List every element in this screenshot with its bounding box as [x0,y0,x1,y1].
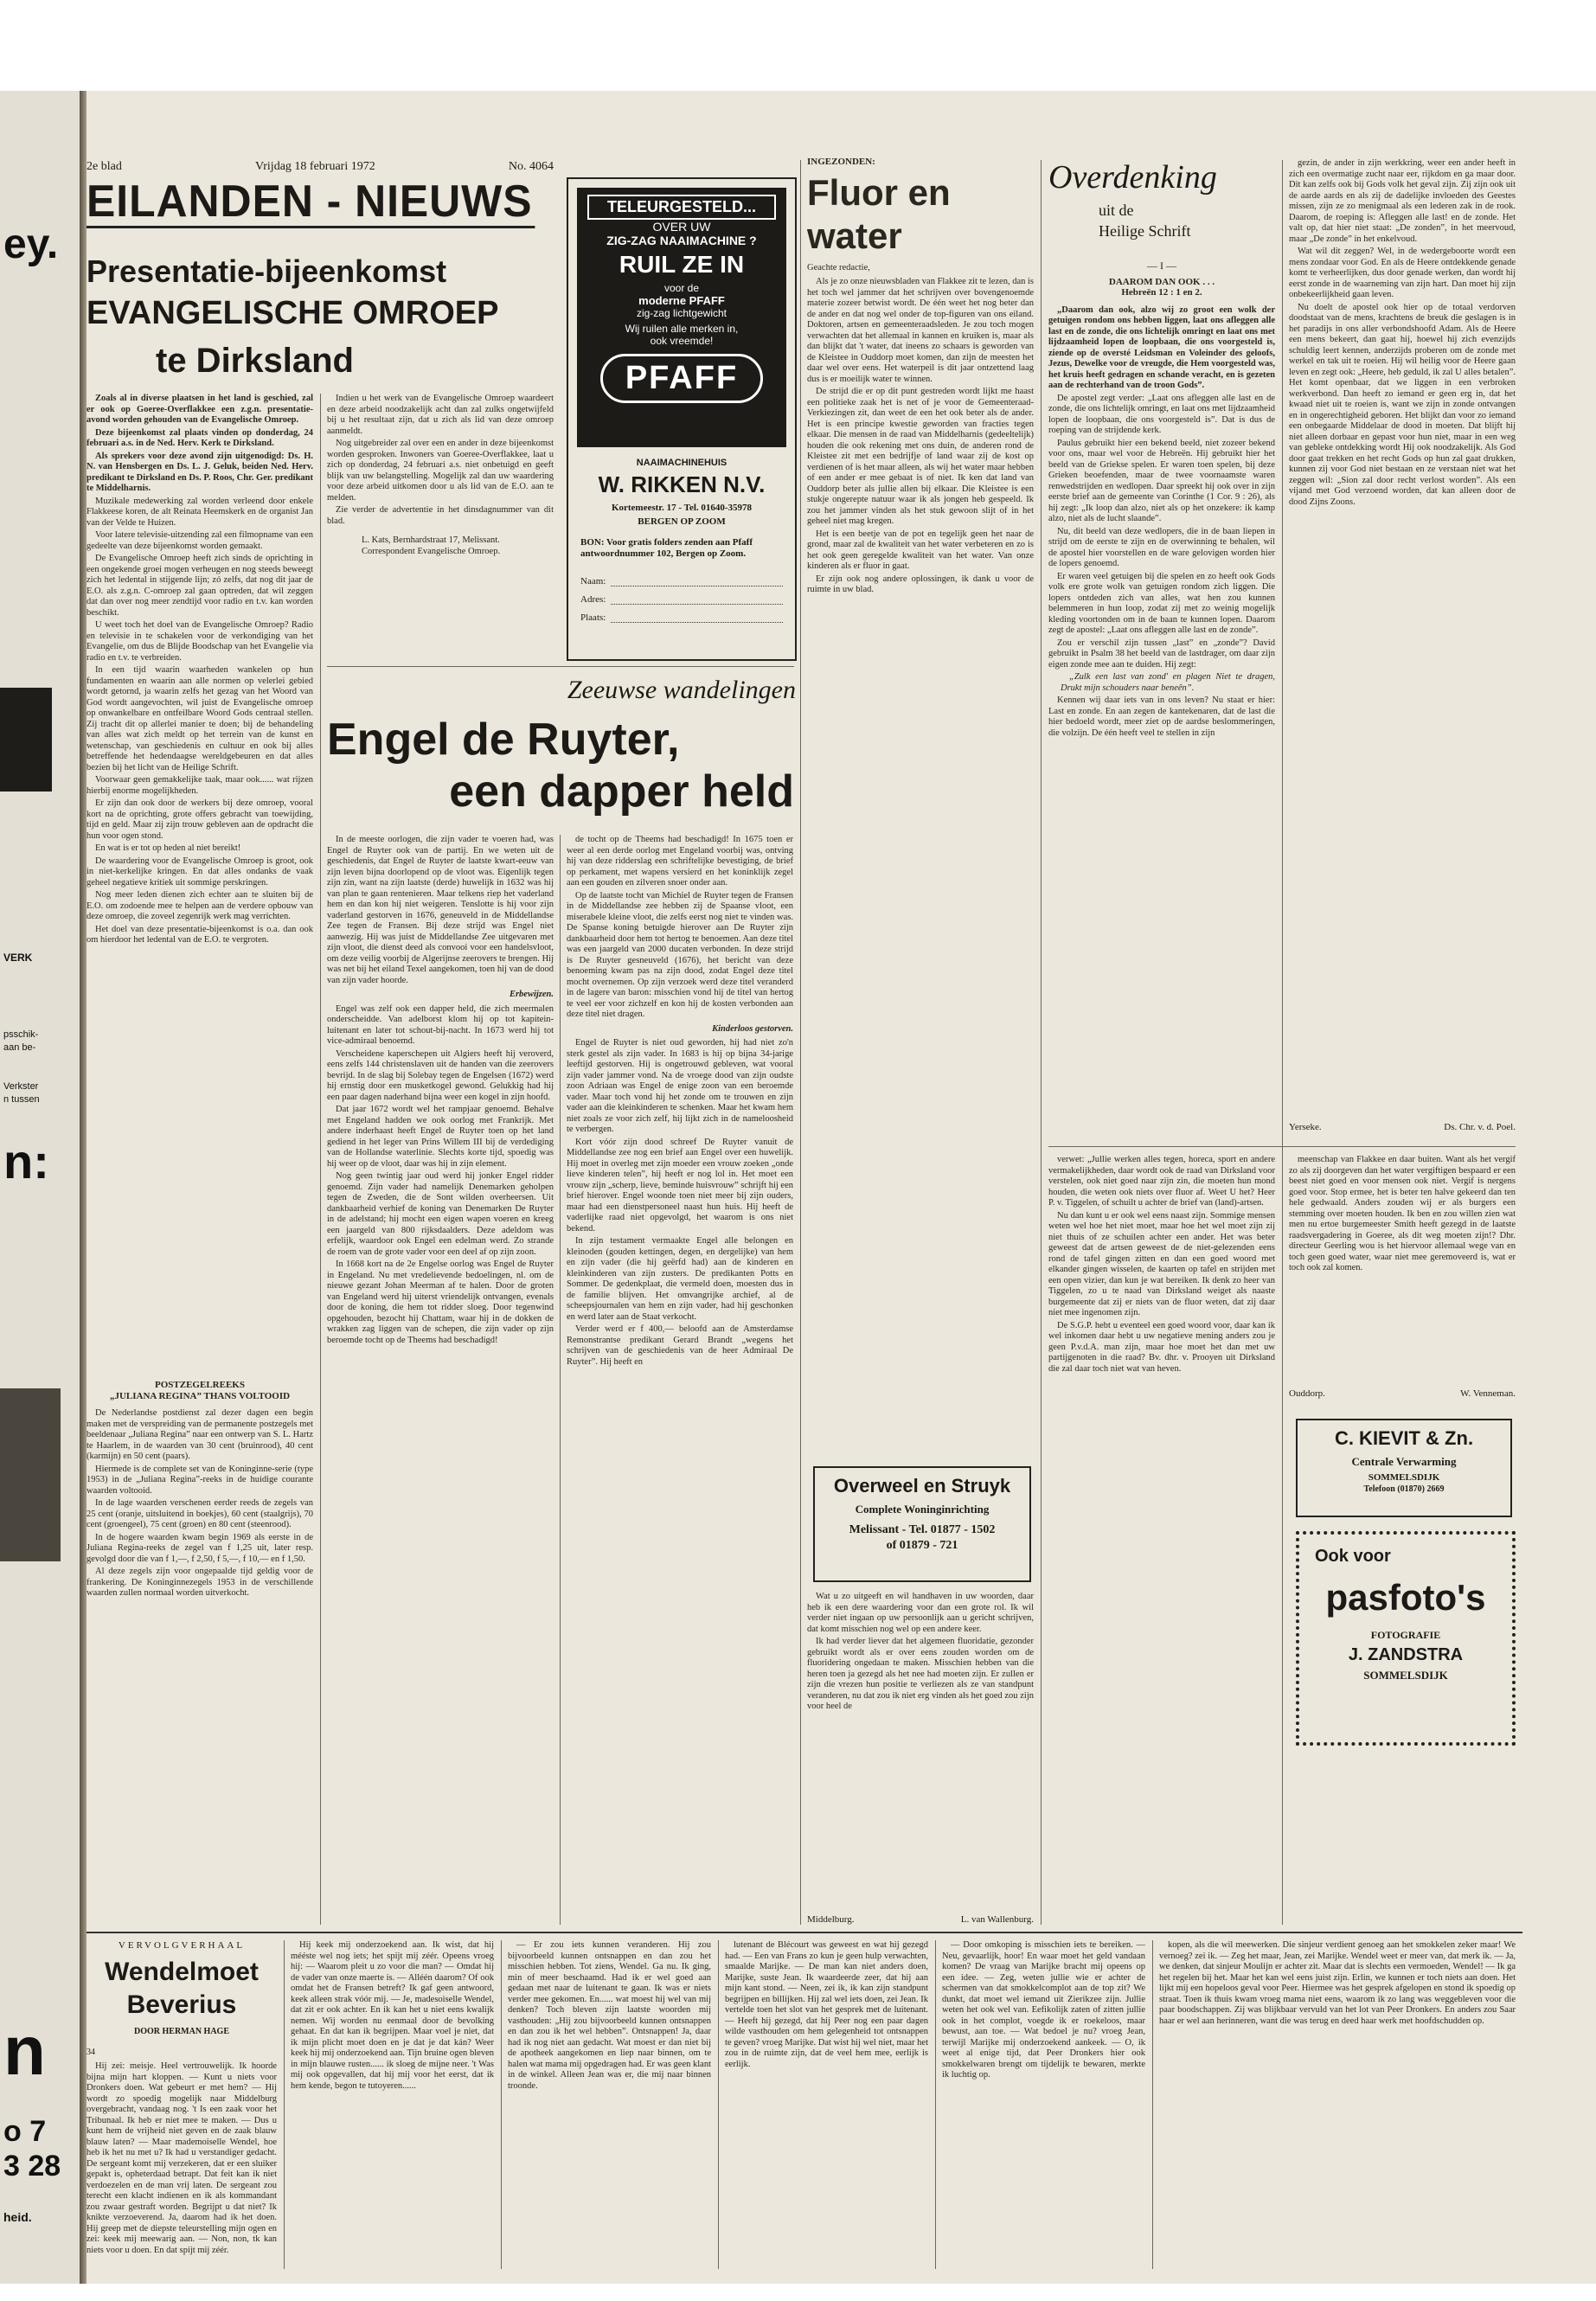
paragraph: Op de laatste tocht van Michiel de Ruyter tegen de Fransen in de Middellandse zee hebben zij de Spaanse vloot, een miserabele kleine vloot, die zelfs eerst nog niet te vinden was. De Spanse koning betuigde hierover aan De Ruyter zijn dankbaarheid door hem tot hertog te benoemen. Aan deze titel was een jaargeld van 2000 ducaten verbonden. In deze strijd is De Ruyter gesneuveld (1676), het bericht van deze benoeming kwam pas na zijn dood, zodat Engel deze titel mocht overnemen. Op zijn verzoek werd deze titel veranderd in de lagere van baron: misschien vond hij de titel van hertog te veel eer voor zichzelf en kon hij de kosten verbonden aan deze titel niet dragen. [567,890,793,1019]
paragraph: In de hogere waarden kwam begin 1969 als eerste in de Juliana Regina-reeks de zegel van f 1,25 uit, later resp. gevolgd door die van f 1,—, f 2,50, f 5,—, f 10,— en f 1,50. [87,1532,313,1564]
feuilleton-title-1: Wendelmoet [105,1958,259,1986]
paragraph: En wat is er tot op heden al niet bereikt! [95,843,241,853]
coupon-place-field [580,612,783,623]
column-rule [935,1940,936,2269]
column-rule [560,835,561,1925]
paragraph: Nu, dit beeld van deze wedlopers, die in de baan liepen in strijd om de eerste te zijn en de overwinning te behalen, wil de apostel hier voorstellen en de ware gelovigen worden hier de lopers genoemd. [1048,526,1275,568]
signature-author: Ds. Chr. v. d. Poel. [1444,1122,1516,1132]
paragraph: Zie verder de advertentie in het dinsdagnummer van dit blad. [327,505,554,526]
overdenking-continued [1289,158,1516,1110]
paragraph: Verder werd er f 400,— beloofd aan de Amsterdamse Remonstrantse predikant Gerard Brandt „wegens het schrijven van de geschiedenis van de heer Admiraal De Ruyter”. Hij heeft en [567,1324,793,1367]
presentatie-column-1 [87,394,313,1367]
overdenking-schrift: Heilige Schrift [1099,222,1191,240]
left-small-line: psschik- [3,1029,39,1040]
overdenking-uit: uit de [1099,202,1134,219]
paragraph: Kort vóór zijn dood schreef De Ruyter vanuit de Middellandse zee nog een brief aan Engel over een huwelijk. Hij moet in overleg met zijn moeder een vrouw zoeken „onde lieve kinderen telen”, hij heeft er nog lol in. Het moet een vrouw zijn „scherp, lieve, beminde huisvrouw” schrijft hij een brief hierover. Engel woonde toen niet meer bij zijn ouders, maar had een dienstpersoneel naast hun huis. Hij heeft de vaderlijke raad niet opgevolgd, het waarom is ons niet bekend. [567,1137,793,1234]
pfaff-ad-line: ook vreemde! [650,335,714,347]
paragraph: Wat wil dit zeggen? Wel, in de wedergeboorte wordt een mens zondaar voor God. En als de Heere ontdekkende genade komt te verheerlijken, dus door genade werken, dan wordt hij eerst zonde in de waarneming van zijn hart. Dan moet hij zijn onbekeerlijkheid gaan leven. [1289,247,1516,299]
signature-place: Middelburg. [807,1914,855,1925]
overweel-name: Overweel en Struyk [833,1475,1011,1497]
paragraph: Engel was zelf ook een dapper held, die zich meermalen onderscheidde. Van adelborst klom hij op tot kapitein-luitenant en later tot schout-bij-nacht. In 1673 werd hij tot vice-admiraal benoemd. [327,1003,554,1046]
feuilleton-number: 34 [87,2048,95,2057]
paragraph: Hiermede is de complete set van de Koninginne-serie (type 1953) in de „Juliana Regina”-reeks in de huidige courante waarden voltooid. [87,1464,313,1496]
paragraph: Deze bijeenkomst zal plaats vinden op donderdag, 24 februari a.s. in de Ned. Herv. Kerk te Dirksland. [87,427,313,448]
paragraph: In 1668 kort na de 2e Engelse oorlog was Engel de Ruyter in Engeland. Nu met vredelievende bedoelingen, nl. om de nieuwe gezant Johan Meerman af te halen. Door de groten van Engeland werd hij uiterst vriendelijk ontvangen, evenals door de koning, die hem tot ridder sloeg. Door tegenwind opgehouden, bezocht hij Chattam, waar hij in de dokken de wrakken zag liggen van de schepen, die zijn vader op zijn beroemde tocht op de Theems had beschadigd! [327,1259,554,1345]
paragraph: Indien u het werk van de Evangelische Omroep waardeert en deze arbeid noodzakelijk acht dan zal zulks ongetwijfeld bij u het resultaat zijn, dat u zich als lid van deze omroep aanmeldt. [327,394,554,436]
paragraph: Al deze zegels zijn voor ongepaalde tijd geldig voor de frankering. De Koninginnezegels 1953 in de verschillende waarden zullen normaal worden uitverkocht. [87,1567,313,1598]
signature-author: L. van Wallenburg. [960,1914,1034,1925]
fluor-continued [807,1592,1034,1903]
paragraph: De Evangelische Omroep heeft zich sinds de oprichting in een ongekende groei mogen verheugen en nog steeds beweegt zich het ledental in stijgende lijn; zó zelfs, dat nog dit jaar de E.O. als z.g.n. C-omroep zal gaan optreden, dat wil zeggen dat dan over nog meer zendtijd voor radio en t.v. kan worden beschikt. [87,554,313,618]
overweel-advertisement [813,1466,1031,1582]
paragraph: De Nederlandse postdienst zal dezer dagen een begin maken met de verspreiding van de permanente postzegels met beeldenaar „Juliana Regina” naar een ontwerp van S. L. Hartz te Haarlem, in de waarden van 30 cent (bruinrood), 40 cent (karmijn) en 50 cent (paars). [87,1408,313,1461]
paragraph: Paulus gebruikt hier een bekend beeld, niet zozeer bekend voor ons, maar wel voor de Hebreën. Hij gebruikt hier het beeld van de Griekse spelen. Er waren toen spelen, bij deze Grieken beoefenden, maar de twee voornaamste waren renwedstrijden en wedlopen. Daar spreekt hij ook over in zijn eerste brief aan de gemeente van Corinthe (1 Cor. 9 : 26), als hij zegt: „Ik loop dan alzo, niet als op het onzekere: ik kamp alzo, niet als de lucht slaande”. [1048,438,1275,523]
presentatie-column-2 [327,394,554,653]
scanned-page [0,91,1596,2284]
pfaff-ad-line: TELEURGESTELD... [587,195,776,220]
paragraph: Dat jaar 1672 wordt wel het rampjaar genoemd. Behalve met Engeland hadden we ook oorlog met Frankrijk. Met andere inderhaast heeft Engel de Ruyter toen op het land gediend in het leger van Prins Willem III bij de verdediging van de Hollandse waterlinie. Slechts korte tijd, spoedig was hij weer op de vloot, daar was hij in zijn element. [327,1105,554,1169]
signature-line: Correspondent Evangelische Omroep. [362,546,501,556]
paragraph: De strijd die er op dit punt gestreden wordt lijkt me haast een politieke zaak het is net of je voor de Gemeenteraad-Verkiezingen zit, dan weet de een het ook beter als de ander. Het is een principe kwestie geworden van fracties tegen elkaar. Die mensen in de raad van Middelharnis (gedeeltelijk) houden die ook rekening met ons duin, de anderen rond de Kleistee zit met een bedrijfje of land waar zij de kost op verdienen of is het maar alleen, als wij het water maar hebben of een ander er mee gebaat is of niet. Ik ken dat land van Ouddorp beter als jullie allen bij elkaar. Die Kleistee is een stukje ongerepte natuur waar ik als jongen heb gespeeld. Ik zou het jammer vinden als het stuk gewoon slijt of in het geheel niet mag kregen. [807,387,1034,526]
paragraph: Het is een beetje van de pot en tegelijk geen het naar de grond, maar zal de kwaliteit van het water verbeteren en zo is het ook geen geregelde kwaliteit van het water. Van onze kinderen als er fluor in gaat. [807,529,1034,571]
left-photo-block [0,1388,61,1561]
issue-number: No. 4064 [508,160,554,173]
left-black-block [0,688,52,792]
paragraph: Zou er verschil zijn tussen „last” en „zonde”? David gebruikt in Psalm 38 het beeld van de lastdrager, om daar zijn eigen zonde mee aan te duiden. Hij zegt: [1048,638,1275,670]
left-fragment: heid. [3,2210,32,2224]
kievit-name: C. KIEVIT & Zn. [1334,1427,1474,1449]
paragraph: Kennen wij daar iets van in ons leven? Nu staat er hier: Last en zonde. En aan zegen de kantekenaren, dat de last die hier bedoeld wordt, meer ziet op de aardse beslommeringen, die volzijn. De één heeft veel te stellen in zijn [1048,695,1275,738]
feuilleton-author: DOOR HERMAN HAGE [134,2027,229,2036]
wandelingen-column-2 [567,835,793,1925]
paragraph: Er zijn dan ook door de werkers bij deze omroep, vooral kort na de oprichting, grote offers gebracht van toewijding, tijd en geld. Maar zij zijn trouw gebleven aan de opdracht die hun voor ogen stond. [87,798,313,841]
pfaff-logo: PFAFF [600,354,763,403]
pfaff-coupon: BON: Voor gratis folders zenden aan Pfaff antwoordnummer 102, Bergen op Zoom. [580,537,753,559]
paragraph: In zijn testament vermaakte Engel alle belongen en kleinoden (gouden kettingen, degen, en dergelijke) van hem en zijn vader (die hij geërfd had) aan de kinderen en kleinkinderen van zijn zusters. De predikanten Potts en Sommer. De gedenkplaat, die vermeld doen, moesten dus in de familie blijven. Het omvangrijke archief, al de scheepsjournalen van hem en zijn vader, had hij geschonken en werd later aan de Staat verkocht. [567,1236,793,1322]
kievit-advertisement [1296,1419,1512,1517]
shop-city: BERGEN OP ZOOM [638,516,726,527]
paragraph: Nog meer leden dienen zich echter aan te sluiten bij de E.O. om zodoende mee te helpen aan de verdere opbouw van deze omroep, die zoveel zegenrijk werk mag verrichten. [87,890,313,921]
paragraph: Muzikale medewerking zal worden verleend door enkele Flakkeese koren, de alt Reinata Heemskerk en de organist Jan van der Velde te Huizen. [87,496,313,528]
feuilleton-column-3 [508,1940,711,2262]
signature-place: Ouddorp. [1289,1388,1325,1399]
fluor-article [807,157,1034,1454]
left-fragment: n [3,2012,46,2089]
signature-author: W. Venneman. [1460,1388,1516,1399]
paragraph: De apostel zegt verder: „Laat ons afleggen alle last en de zonde, die ons lichtelijk omringt, en laat ons met lijdzaamheid lopen de loopbaan, die ons voorgesteld is”. Dat is dus de roeping van de strijdende kerk. [1048,393,1275,435]
column-rule [800,160,801,1925]
field-label: Adres: [580,594,606,605]
feuilleton-title-2: Beverius [126,1990,237,2019]
paragraph: In de lage waarden verschenen eerder reeds de zegels van 25 cent (oranje, uitsluitend in boekjes), 60 cent (staalgrijs), 70 cent (groengeel), 75 cent (groen) en 80 cent (steenrood). [87,1498,313,1529]
masthead-title: EILANDEN - NIEUWS [87,177,535,228]
paragraph: „Zulk een last van zond' en plagen Niet te dragen, Drukt mijn schouders naar beneên”. [1061,672,1275,693]
paragraph: Nog geen twintig jaar oud werd hij jonker Engel ridder genoemd. Zijn vader had namelijk Denemarken geholpen tegen de Zweden, die de Sont wilden overheersen. Uit dankbaarheid verhief de koning van Denemarken De Ruyter in de adelstand; hij mocht een eigen wapen voeren en kreeg een jaargeld van 800 rijksdaalders. Deze adeldom was erfelijk, waardoor ook Engel een edelman werd. Zo strande de roem van de grote vader voor een deel af op zijn zoon. [327,1171,554,1257]
feuilleton-column-6 [1159,1940,1516,2262]
pfaff-ad-line: voor de [663,282,700,294]
wandelingen-headline-1: Engel de Ruyter, [327,715,680,765]
page-gutter [80,91,87,2284]
pasfoto-city: SOMMELSDIJK [1363,1669,1448,1682]
paragraph: Hij zei: meisje. Heel vertrouwelijk. Ik hoorde bijna mijn hart kloppen. — Kunt u niets voor Dronkers doen. Wat gebeurt er met hem? — Hij wordt zo spoedig mogelijk naar Middelburg overgebracht, vandaag nog. 't Is een zaak voor het Tribunaal. Ik heb er niet mee te maken. — Dus u kunt hem de vrijheid niet geven en de zaak blauw blauw laten? — Maar mademoiselle Wendel, hoe heb ik het nu met u? Ik had u verstandiger gedacht. De sergeant komt mij verzekeren, dat er een sluiker gepakt is, opheterdaad betrapt. Dat feit kan ik niet verdoezelen en de man vrij laten. De sergeant zou terecht een klacht indienen en ik als kommandant zou zwaar gestraft worden. Begrijpt u dat niet? Ik knikte verzoeverend. Ja, daarom had ik het doen. Hij greep met de diepste teleurstelling mijn ogen en zei: keek mij meewarig aan. — Non, non, tk kan niets voor u doen. En dat spijt mij zéér. [87,2061,277,2255]
venneman-letter [1289,1155,1516,1380]
presentatie-headline-1: Presentatie-bijeenkomst [87,253,447,289]
presentatie-signature [327,535,554,557]
pfaff-ad-banner [577,188,786,447]
paragraph: De S.G.P. hebt u eventeel een goed woord voor, daar kan ik wel inkomen daar hebt u uw negatieve mening anders zou je geen P.v.d.A. man zijn, maar hoe moet het dan met uw partijgenoten in die raad? Bv. dhr. v. Prooyen uit Dirksland die zal daar toch niet wat van heven. [1048,1320,1275,1374]
left-fragment: ey. [3,221,59,267]
column-rule [501,1940,502,2269]
paragraph: Als sprekers voor deze avond zijn uitgenodigd: Ds. H. N. van Hensbergen en Ds. L. J. Geluk, beiden Ned. Herv. predikant te Dirksland en Ds. P. Roos, Chr. Ger. predikant te Middelharnis. [87,451,313,493]
paragraph: „Daarom dan ook, alzo wij zo groot een wolk der getuigen rondom ons hebben liggen, laat ons afleggen alle last en de zonde, die ons lichtelijk omringt en laat ons met lijdzaamheid lopen de loopbaan, die ons voorgesteld is, ziende op de oversté Leidsman en Voleinder des geloofs, Jezus, Dewelke voor de vreugde, die Hem voorgesteld was, het kruis heeft gedragen en schande veracht, en is gezeten aan de rechterhand van de troon Gods”. [1048,304,1275,390]
shop-address: Kortemeestr. 17 - Tel. 01640-35978 [611,503,753,513]
wandelingen-column-1 [327,835,554,1925]
previous-page-edge [0,91,83,2284]
feuilleton-column-4 [725,1940,928,2262]
pasfoto-ook: Ook voor [1315,1547,1391,1566]
feuilleton-column-5 [942,1940,1145,2262]
overweel-sub: Complete Woninginrichting [855,1503,990,1516]
paragraph: Nu doelt de apostel ook hier op de totaal verdorven doodstaat van de mens, krachtens de breuk die geslagen is in het paradijs in ons aller verbondshoofd Adam. Als de Heere een mens bekeert, dan gaat hij, hoewel hij zich evenzijds schuldig leert kennen, anderzijds proberen om de zonde met werkel en tak uit te roeien. Hij wil heilig voor de Heere gaan leven en zegt ook: „Heere, heb geduld, ik zal U alles betalen”. Het komt openbaar, dat we liggen in een verbroken werkverbond. Dan heeft zo iemand er geen erg in, dat het kwaad niet uit te roeien is, want we zijn in zonde ontvangen en in ongerechtigheid geboren. Het blijkt dan voor zo iemand een onbegaarde Middelaar de dood in moeten. Dat blijft hij niet alleen dorbaar en gepast voor hun niet, maar in een weg van gebleke ontdekking wordt Hij ook noodzakelijk. Als God door gaat trekken en het recht Gods op hun zal gaat drukken, kunnen zij voor God niet bestaan en ze verstaan niet wat het zeggen wil: „Sion zal door recht verlost worden”. Als een vijand met God verzoend worden, dat kan alleen door de dood Zijns Zoons. [1289,302,1516,507]
issue-date: Vrijdag 18 februari 1972 [254,160,375,173]
feuilleton-rule [87,1932,1522,1933]
postzegels-title: POSTZEGELREEKS [155,1380,245,1390]
paragraph: Zoals al in diverse plaatsen in het land is geschied, zal er ook op Goeree-Overflakkee een z.g.n. presentatie-avond worden gehouden van de Evangelische Omroep. [87,394,313,425]
paragraph: U weet toch het doel van de Evangelische Omroep? Radio en televisie in te schakelen voor de verkondiging van het Evangelie, om dus de Blijde Boodschap van het Evangelie via radio en t.v. te verbreiden. [87,620,313,663]
feuilleton-column-1 [87,2061,277,2260]
pfaff-ad-line: Wij ruilen alle merken in, [625,323,739,335]
left-fragment: n: [3,1134,49,1189]
paragraph: Hij keek mij onderzoekend aan. Ik wist, dat hij mééste wel nog iets; het spijt mij zéér. Opeens vroeg hij: — Waarom pleit u zo voor die man? — Omdat hij de vader van onze maerte is. — Alléén daarom? Of ook omdat het de Fransen betreft? Ik gaf geen antwoord, keek alleen strak vóór mij. — Je, madesoiselle Wendel, dat zit er ook achter. En ik kan het u niet eens kwalijk nemen. Wij worden nu eenmaal door de bevolking gehaat. En dat kan ik begrijpen. Maar voel je niet, dat ik mijn plicht moet doen en je dat je dat kán? Weer keek hij mij onderzoekend aan. Tijn bruine ogen bleven in mijn blauwe rusten...... ik sloeg de mijne neer. 't Was mij ook opgevallen, dat hij mij voor het eerst, dat ik hem kende, begon te tutoyeren...... [291,1940,494,2091]
coupon-address-field [580,594,783,605]
column-rule [320,394,321,1925]
field-label: Naam: [580,576,606,586]
postzegels-subtitle: „JULIANA REGINA” THANS VOLTOOID [109,1390,291,1401]
overdenking-title: Overdenking [1048,159,1217,195]
subheading: Erbewijzen. [509,990,554,999]
paragraph: lutenant de Blécourt was geweest en wat hij gezegd had. — Een van Frans zo kun je geen hulp verwachten, smaalde Marijke. — De man kan niet anders doen, Marijke, suste Jean. Ik waardeerde zeer, dat hij aan mijn kant stond. — Neen, zei ik, ik kan zijn standpunt begrijpen en billijken. Hij zal wel iets doen, zei Jean. Ik vertelde toen het slot van het gesprek met de luitenant. — Heeft hij gezegd, dat hij Peer nog een paar dagen wilde vasthouden om hem gelegenheid tot ontsnappen te geven? vroeg Marijke. Dat wist hij wel niet, maar het zou in de ruimte zijn, dat de veel hem mee, eerlijk is eerlijk. [725,1940,928,2069]
pasfoto-cat: FOTOGRAFIE [1370,1629,1441,1641]
paragraph: de tocht op de Theems had beschadigd! In 1675 toen er weer al een derde oorlog met Engeland voorbij was, ontving hij van deze ridderslag een schriftelijke bevestiging, de brief op perkament, met wapens versierd en het koninklijk zegel aan een gouden en zilveren snoer onder aan. [567,835,793,888]
paragraph: Wat u zo uitgeeft en wil handhaven in uw woorden, daar heb ik een dere waardering voor dan een grote rol. Ik wil verder niet ingaan op uw persoonlijk aan u gericht schrijven, dat komt misschien nog wel op een andere keer. [807,1592,1034,1634]
shop-label: NAAIMACHINEHUIS [636,458,727,468]
column-rule [1152,1940,1153,2269]
overdenking-signature [1289,1122,1516,1132]
fluor-reply-column [1048,1155,1275,1916]
paragraph: kopen, als die wil meewerken. Die sinjeur verdient genoeg aan het smokkelen zeker maar! We vernoeg? zei ik. — Zeg het maar, Jean, zei Marijke. Wendel weet er meer van, dat merk ik. — Ja, we denken, dat sinjeur Moulijn er achter zit. Maar dat is slechts een vermoeden, Wendel! — Ik ga het regelen bij het. Maar het kan wel eens juist zijn. Erlin, we kunnen er toch niets aan doen. Het lijkt mij een hopeloos geval voor Peer. Hiermee was het gesprek afgelopen en stond ik spoedig op straat. Toen ik thuis kwam vroeg mama niet eens, waarom ik zo lang was weggebleven voor die paar boodschappen. Zij was blijkbaar vervuld van het lot van Peer Dronkers. En anders zou Saar haar er wel aan herinneren, want die was terug en deed haar werk met hoofdschudden op. [1159,1940,1516,2026]
paragraph: Voorwaar geen gemakkelijke taak, maar ook...... wat rijzen hierbij enorme mogelijkheden. [87,775,313,796]
paragraph: Ik had verder liever dat het algemeen fluoridatie, gezonder gebruikt wordt als er over eens zouden worden om de fluoridering ongedaan te maken. Misschien hebben van die heren toen ja gezegd als het nee had moeten zijn. Er zullen er zijn die vrezen hun positie te verliezen als ze van standpunt veranderen, nu dat zou ik niet erg vinden als het goed zou zijn voor heel de [807,1637,1034,1711]
overweel-line: of 01879 - 721 [886,1539,958,1552]
salutation: Geachte redactie, [807,262,870,272]
left-small-line: VERK [3,952,33,964]
pfaff-ad-line: OVER UW [652,220,711,234]
kievit-tel: Telefoon (01870) 2669 [1363,1484,1445,1494]
masthead-info [87,160,554,174]
paragraph: meenschap van Flakkee en daar buiten. Want als het vergif zo als zij doorgeven dan het water vergiftigen bespaard er een beest niet goed en voor mensen ook niet. Vergif is nergens goed voor. Stop ermee, het is beter ten halve gekeerd dan ten hele gedwaald. Anders zouden wij er als burgers een stemming over moeten houden. Ik ben en zou willen zien wat men nu ertoe burgemeester Smith heeft gezegd in de laatste raadsvergadering in Goeree, als dit weg moeten zijn!? Dhr. directeur Geerling wou is het hiervoor allemaal wege van en toch geen goed water, waar niet mee geremoveerd is, wat er toch ook zal komen. [1289,1155,1516,1272]
paragraph: Er waren veel getuigen bij die spelen en zo heeft ook Gods volk ere grote wolk van getuigen rondom zich liggen. Die lopers ontdeden zich van alles, wat hen zou kunnen belemmeren in hun loop, zodat zij met zo weinig mogelijk kleding voortonden om in de baan te kunnen lopen. Daarom zegt de apostel: „Laat ons afleggen alle last en de zonde”. [1048,571,1275,635]
kievit-city: SOMMELSDIJK [1368,1472,1440,1483]
paragraph: Voor latere televisie-uitzending zal een filmopname van een gedeelte van deze bijeenkomst worden gemaakt. [87,530,313,551]
kievit-sub: Centrale Verwarming [1351,1455,1457,1468]
subheading: Kinderloos gestorven. [712,1023,793,1034]
column-rule [1282,160,1283,1925]
column-rule [284,1940,285,2269]
presentatie-headline-2: EVANGELISCHE OMROEP [87,295,499,331]
coupon-name-field [580,576,783,586]
paragraph: Als je zo onze nieuwsbladen van Flakkee zit te lezen, dan is het toch wel jammer dat het schrijven over bovengenoemde materie zozeer betwist wordt. De één weet het nog beter dan de ander en dat nog wel onder de top-figuren van ons eiland. Doktoren, artsen en gemeenteraadsleden. Je zou toch mogen verwachten dat het allemaal in kannen en kruiken is, maar als dan blijkt dat 't water, dat ineens zo schaars is geworden van de Kleistee in Ouddorp moet komen, dan zijn de meesten het daar wel over eens. Het waterpeil is dit jaar ontzettend laag dus is er moeilijk water te winnen. [807,277,1034,384]
fluor-signature [807,1914,1034,1925]
paragraph: Nu dan kunt u er ook wel eens naast zijn. Sommige mensen weten wel hoe het niet moet, maar hoe het wel moet zijn zij niet thuis of ze schuilen achter een ander. Het was beter geweest dat de artsen geweest de de niet-gelezenden eens rond de tafel gingen zitten en dan een goed woord met elkander gingen wisselen, de kaarten op tafel en strijden met een open vizier, dan kun je wat bereiken. Ik denk zo heer van Tiggelen, zo u te naad van Dirksland weiget als naaste burgemeente dat zij er niets van de fluor weten, dat zij daar niet mee ingenomen zijn. [1048,1210,1275,1317]
paragraph: verwet: „Jullie werken alles tegen, horeca, sport en andere vermakelijkheden, daar wordt ook de raad van Dirksland voor verstelen, ook niet goed naar zijn zin, die moeten hun mond houden, die weten ook niets over fluor af. Weet U het? Heer P. v. Tiggelen, of schuilt u achter de brief van (land)-artsen. [1048,1155,1275,1208]
venneman-signature [1289,1388,1516,1399]
feuilleton-column-2 [291,1940,494,2262]
signature-line: L. Kats, Bernhardstraat 17, Melissant. [362,535,500,545]
shop-name: W. RIKKEN N.V. [598,471,766,497]
paragraph: In een tijd waarin waarheden wankelen op hun fundamenten en waarin aan alle normen op velerlei gebied wordt getornd, ja waarin zelfs het gezag van het Woord van God wordt aangevochten, wil juist de Evangelische omroep op onwankelbare en ontfeilbare Woord Gods centraal stellen. Zij tracht dit op allerlei manier te doen; bij de behandeling van alles wat zich meldt op het terrein van de kunst en wetenschap, van geschiedenis en cultuur en ook bij alles betreffende het hedendaagse wereldgebeuren en dat alles bezien bij het licht van de Heilige Schrift. [87,665,313,772]
signature-place: Yerseke. [1289,1122,1322,1132]
paragraph: In de meeste oorlogen, die zijn vader te voeren had, was Engel de Ruyter ook van de partij. En we weten uit de geschiedenis, dat Engel de Ruyter de laatste kwart-eeuw van zijn leven bijna doorlopend op de vloot was. Eigenlijk tegen zijn zin, want na zijn laatste (derde) huwelijk in 1632 was hij van plan te gaan rentenieren. Maar telkens riep het vaderland hem en dan kon hij niet weigeren. Tenslotte is hij voor zijn vaderland gestorven in 1676, geneuveld in de Middellandse Zee tegen de Fransen. Bij deze strijd was Engel niet aanwezig. Hij was juist de Middellandse Zee uitgevaren met zijn vloot, die dienst deed als convooi voor een handelsvloot, om deze veilig voorbij de Algerijnse zeerovers te brengen. Hij was net bij het eiland Texel aangekomen, toen hij van de dood van zijn vader hoorde. [327,835,554,985]
roman-numeral: — I — [1147,260,1176,272]
left-small-line: aan be- [3,1042,36,1053]
overdenking-ref: Hebreën 12 : 1 en 2. [1121,287,1202,298]
paragraph: Nog uitgebreider zal over een en ander in deze bijeenkomst worden gesproken. Inwoners van Goeree-Overflakkee, laat u zich op donderdag, 24 februari a.s. niet onbetuigd en geeft blijk van uw belangstelling. Mogelijk zal dan uw waardering voor deze arbeid uitkomen door u als lid van de E.O. aan te melden. [327,439,554,503]
newspaper-page [87,91,1596,2284]
pasfoto-big: pasfoto's [1325,1577,1486,1618]
field-label: Plaats: [580,612,606,623]
postzegels-article [87,1380,313,1925]
section-rule [327,666,794,667]
pasfoto-name: J. ZANDSTRA [1348,1645,1464,1664]
rubric: INGEZONDEN: [807,157,875,167]
page-number: 2e blad [87,160,122,173]
pfaff-ad-line: ZIG-ZAG NAAIMACHINE ? [606,234,757,247]
paragraph: — Door omkoping is misschien iets te bereiken. — Neu, gevaarlijk, hoor! En waar moet het geld vandaan komen? De vraag van Marijke bracht mij opeens op een idee. — Zeg, weten jullie wie er achter de schermen van dat smokkelcomplot aan de top zit? We dunkt, dat moet wel iemand uit Zierikzee zijn. Jullie weten het ook wel van. Eefikolijk zaten of zitten jullie ook in het complot, voegde ik er roekeloos, maar bewust, aan toe. — Wat bedoel je nu? vroeg Jean, terwijl Marijke mij onderzoekend aankeek. — O, ik weet al enige tijd, dat Peer Dronkers hier ook smokkelwaren brengt om tijdelijk te bewaren, merkte ik luchtig op. [942,1940,1145,2080]
paragraph: Engel de Ruyter is niet oud geworden, hij had niet zo'n sterk gestel als zijn vader. In 1683 is hij op bijna 34-jarige leeftijd gestorven. Hij is ongetrouwd gebleven, wat vooral zijn vader jammer vond. Na de vroege dood van zijn oudste zoon Adriaan was Engel de enige zoon van een beroemde vader. Maar toch vond hij het zonde om te trouwen en zijn vader aan die kleinkinderen te schenken. Maar het kwam hem niet zoals ze voor zich zelf, hij lijkt zich in de nameloosheid te verbergen. [567,1038,793,1134]
paragraph: Verscheidene kaperschepen uit Algiers heeft hij veroverd, eens zelfs 144 christenslaven uit de handen van die zeerovers bevrijd. In de slag bij Solebay tegen de Engelsen (1672) werd hij ernstig door een musketkogel gewond. Gelukkig had hij een paar dagen naderhand bijna weer een kogel in zijn hoofd. [327,1048,554,1102]
fluor-headline: Fluor en water [807,171,951,256]
pfaff-ad-line: moderne PFAFF [638,294,725,307]
pfaff-ad-line: RUIL ZE IN [619,251,745,278]
column-rule [718,1940,719,2269]
paragraph: Het doel van deze presentatie-bijeenkomst is o.a. dan ook om hierdoor het ledental van de E.O. te vergroten. [87,924,313,945]
paragraph: — Er zou iets kunnen veranderen. Hij zou bijvoorbeeld kunnen ontsnappen en dan zou het misschien hebben. Tot ziens, Wendel. Ga nu. Ik ging, min of meer beschaamd. Had ik er wel goed aan gedaan met naar de luitenant te gaan. Ik was er niets verder mee gekomen. En...... wat moest hij wel van mij denken? Toch bleven zijn laatste woorden mij vasthouden: „Hij zou bijvoorbeeld kunnen ontsnappen en dan zou ik het wel hebben”. Ontsnappen! Ja, daar had ik nog niet aan gedacht. Wat moest er dan niet bij de apotheek aangekomen en liep naar binnen, om te halen wat mama mij opgedragen had. Er was geen klant in de winkel. Alleen Jean was er, die mij naar binnen troonde. [508,1940,711,2091]
left-fragment: o 7 [3,2115,47,2148]
left-fragment: 3 28 [3,2150,61,2182]
pfaff-ad-line: zig-zag lichtgewicht [636,307,727,319]
paragraph: gezin, de ander in zijn werkkring, weer een ander heeft in zich een overmatige zucht naar eer, rijkdom en ga maar door. Dit kan zelfs ook bij Gods volk het geval zijn. Zij zijn ook uit de aarde aards en als zij de dadelijke invloeden des Geestes missen, zijn ze zo menigmaal als een lederen zak in de rook. Daarom, de roeping is: Afleggen alle last! en de zonde. Het valt op, dat hier niet staat: „De zonden”, in het meervoud, maar „De zonde” in het enkelvoud. [1289,158,1516,244]
wandelingen-section: Zeeuwse wandelingen [567,676,796,704]
pfaff-advertisement [567,177,797,661]
pasfoto-advertisement [1296,1531,1516,1746]
overweel-line: Melissant - Tel. 01877 - 1502 [849,1523,996,1536]
presentatie-headline-3: te Dirksland [156,342,354,380]
paragraph: De waardering voor de Evangelische Omroep is groot, ook in niet-kerkelijke kringen. En dat alles ondanks de vaak geheel negatieve kritiek uit sommige perskringen. [87,856,313,888]
left-small-line: n tussen [3,1094,40,1105]
feuilleton-label: VERVOLGVERHAAL [118,1940,246,1951]
paragraph: Er zijn ook nog andere oplossingen, ik dank u voor de ruimte in uw blad. [807,574,1034,594]
wandelingen-headline-2: een dapper held [449,766,794,817]
overdenking-subhead: DAAROM DAN OOK . . . [1108,276,1215,287]
coupon-fields [580,568,783,623]
column-rule [1041,160,1042,1925]
left-small-line: Verkster [3,1081,39,1092]
